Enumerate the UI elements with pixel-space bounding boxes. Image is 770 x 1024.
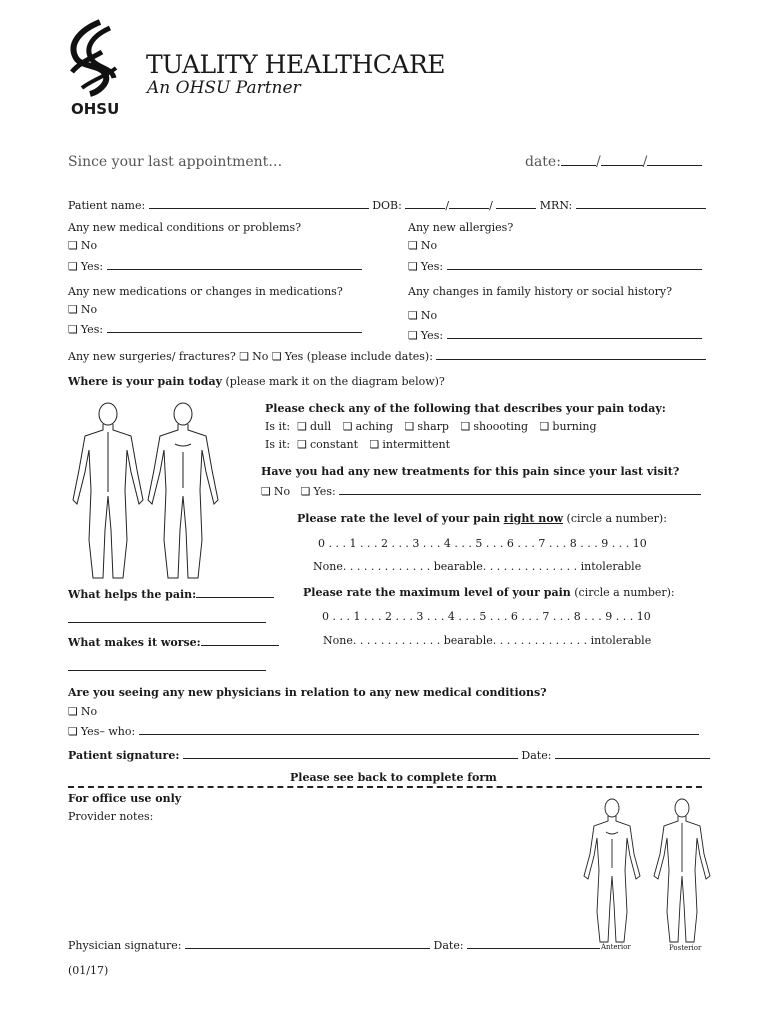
checkbox-icon[interactable]: ❏ <box>404 420 415 433</box>
patient-signature-field[interactable] <box>183 747 518 759</box>
checkbox-icon[interactable]: ❏ <box>261 485 271 498</box>
pain-type-aching[interactable]: ❏ aching <box>342 420 394 433</box>
checkbox-icon[interactable]: ❏ <box>239 350 250 363</box>
family-yes-option[interactable]: ❏ Yes: <box>408 327 702 342</box>
checkbox-icon[interactable]: ❏ <box>460 420 471 433</box>
anterior-label: Anterior <box>601 943 631 951</box>
worse-label: What makes it worse: <box>68 636 201 649</box>
medications-question: Any new medications or changes in medications? <box>68 285 343 298</box>
pain-describe-title: Please check any of the following that describes your pain today: <box>265 402 666 415</box>
checkbox-icon[interactable]: ❏ <box>297 438 308 451</box>
pain-type-burning[interactable]: ❏ burning <box>539 420 597 433</box>
logo-text: OHSU <box>71 100 120 118</box>
pain-type-shooting[interactable]: ❏ shoooting <box>460 420 529 433</box>
partner-tagline: An OHSU Partner <box>147 78 301 98</box>
surgeries-yes-label: Yes (please include dates): <box>284 350 433 363</box>
anterior-figure-icon <box>584 799 640 942</box>
pain-now-scale-words: None. . . . . . . . . . . . . bearable. . . . . . . . . . . . . . intolerable <box>313 560 642 573</box>
pain-type-sharp[interactable]: ❏ sharp <box>404 420 449 433</box>
dob-label: DOB: <box>372 199 402 212</box>
checkbox-icon[interactable]: ❏ <box>300 485 311 498</box>
office-title: For office use only <box>68 792 182 805</box>
conditions-yes-option[interactable]: ❏ Yes: <box>68 258 362 273</box>
mrn-field[interactable] <box>576 197 706 209</box>
posterior-label: Posterior <box>669 944 702 952</box>
patient-name-field[interactable] <box>149 197 369 209</box>
worse-row <box>68 634 279 649</box>
pain-now-scale[interactable]: 0 . . . 1 . . . 2 . . . 3 . . . 4 . . . 5 . . . 6 . . . 7 . . . 8 . . . 9 . . . 10 <box>318 537 647 550</box>
treatments-row <box>261 483 701 498</box>
conditions-question: Any new medical conditions or problems? <box>68 221 302 234</box>
visit-date-label: date: <box>525 154 561 170</box>
physicians-who-field[interactable] <box>139 723 699 735</box>
pain-type-row <box>265 420 605 433</box>
medications-yes-field[interactable] <box>107 321 362 333</box>
pain-max-scale-words: None. . . . . . . . . . . . . bearable. . . . . . . . . . . . . . intolerable <box>323 634 652 647</box>
patient-signature-label: Patient signature: <box>68 749 180 762</box>
helps-label: What helps the pain: <box>68 588 197 601</box>
worse-field-line-2[interactable] <box>68 670 266 671</box>
physician-date-label: Date: <box>433 939 464 952</box>
medications-no-option[interactable]: ❏ No <box>68 303 98 316</box>
surgeries-dates-field[interactable] <box>436 348 706 360</box>
patient-signature-row <box>68 747 710 762</box>
is-it-label: Is it: <box>265 438 291 451</box>
rate-now-prompt: Please rate the level of your pain right now (circle a number): <box>297 512 667 525</box>
medications-yes-option[interactable]: ❏ Yes: <box>68 321 362 336</box>
surgeries-no-label: No <box>252 350 269 363</box>
allergies-no-option[interactable]: ❏ No <box>408 239 438 252</box>
signature-date-label: Date: <box>521 749 552 762</box>
pain-duration-intermittent[interactable]: ❏ intermittent <box>369 438 450 451</box>
body-diagram-pain[interactable] <box>65 400 225 580</box>
anterior-figure-icon <box>148 403 218 578</box>
office-body-diagram[interactable] <box>580 796 720 946</box>
treatments-no-label: No <box>273 485 291 498</box>
checkbox-icon[interactable]: ❏ <box>408 329 418 342</box>
worse-field[interactable] <box>201 634 279 646</box>
mrn-label: MRN: <box>539 199 573 212</box>
physicians-no-option[interactable]: ❏ No <box>68 705 98 718</box>
conditions-yes-field[interactable] <box>107 258 362 270</box>
checkbox-icon[interactable]: ❏ <box>408 239 418 252</box>
office-divider <box>68 786 702 788</box>
helps-field-line-2[interactable] <box>68 622 266 623</box>
visit-date-field[interactable]: date: / / <box>525 154 702 170</box>
family-no-option[interactable]: ❏ No <box>408 309 438 322</box>
allergies-question: Any new allergies? <box>408 221 514 234</box>
checkbox-icon[interactable]: ❏ <box>68 303 78 316</box>
patient-name-label: Patient name: <box>68 199 146 212</box>
intro-text: Since your last appointment… <box>68 154 283 170</box>
checkbox-icon[interactable]: ❏ <box>342 420 353 433</box>
family-history-question: Any changes in family history or social history? <box>408 285 673 298</box>
physician-date-field[interactable] <box>467 937 600 949</box>
surgeries-row <box>68 348 706 363</box>
rate-max-prompt: Please rate the maximum level of your pain (circle a number): <box>303 586 675 599</box>
pain-location-question: Where is your pain today (please mark it on the diagram below)? <box>68 375 445 388</box>
allergies-yes-field[interactable] <box>447 258 702 270</box>
checkbox-icon[interactable]: ❏ <box>408 260 418 273</box>
pain-max-scale[interactable]: 0 . . . 1 . . . 2 . . . 3 . . . 4 . . . 5 . . . 6 . . . 7 . . . 8 . . . 9 . . . 10 <box>322 610 651 623</box>
allergies-yes-option[interactable]: ❏ Yes: <box>408 258 702 273</box>
physician-signature-field[interactable] <box>185 937 430 949</box>
posterior-figure-icon <box>73 403 143 578</box>
ohsu-logo <box>62 18 128 102</box>
checkbox-icon[interactable]: ❏ <box>297 420 308 433</box>
treatments-yes-label: Yes: <box>313 485 336 498</box>
treatments-question: Have you had any new treatments for this pain since your last visit? <box>261 465 680 478</box>
checkbox-icon[interactable]: ❏ <box>68 323 78 336</box>
checkbox-icon[interactable]: ❏ <box>369 438 380 451</box>
family-yes-field[interactable] <box>447 327 702 339</box>
checkbox-icon[interactable]: ❏ <box>408 309 418 322</box>
treatments-yes-field[interactable] <box>339 483 701 495</box>
surgeries-question: Any new surgeries/ fractures? <box>68 350 236 363</box>
conditions-no-option[interactable]: ❏ No <box>68 239 98 252</box>
checkbox-icon[interactable]: ❏ <box>68 725 78 738</box>
posterior-figure-icon <box>654 799 710 942</box>
patient-info-row: Patient name: DOB: / / MRN: <box>68 197 706 212</box>
pain-duration-constant[interactable]: ❏ constant <box>297 438 359 451</box>
pain-duration-row <box>265 438 458 451</box>
back-note: Please see back to complete form <box>290 771 497 784</box>
dob-field[interactable] <box>405 197 445 209</box>
physician-signature-row <box>68 937 600 952</box>
checkbox-icon[interactable]: ❏ <box>68 239 78 252</box>
form-code: (01/17) <box>68 964 109 977</box>
checkbox-icon[interactable]: ❏ <box>271 350 282 363</box>
provider-notes-label: Provider notes: <box>68 810 154 823</box>
checkbox-icon[interactable]: ❏ <box>68 705 78 718</box>
physicians-question: Are you seeing any new physicians in relation to any new medical conditions? <box>68 686 547 699</box>
signature-date-field[interactable] <box>555 747 710 759</box>
checkbox-icon[interactable]: ❏ <box>68 260 78 273</box>
checkbox-icon[interactable]: ❏ <box>539 420 550 433</box>
pain-type-dull[interactable]: ❏ dull <box>297 420 332 433</box>
org-name: TUALITY HEALTHCARE <box>146 50 446 79</box>
is-it-label: Is it: <box>265 420 291 433</box>
helps-row <box>68 586 274 601</box>
helps-field[interactable] <box>196 586 274 598</box>
provider-notes-area[interactable] <box>68 826 568 926</box>
physician-signature-label: Physician signature: <box>68 939 182 952</box>
physicians-yes-option[interactable]: ❏ Yes– who: <box>68 723 699 738</box>
